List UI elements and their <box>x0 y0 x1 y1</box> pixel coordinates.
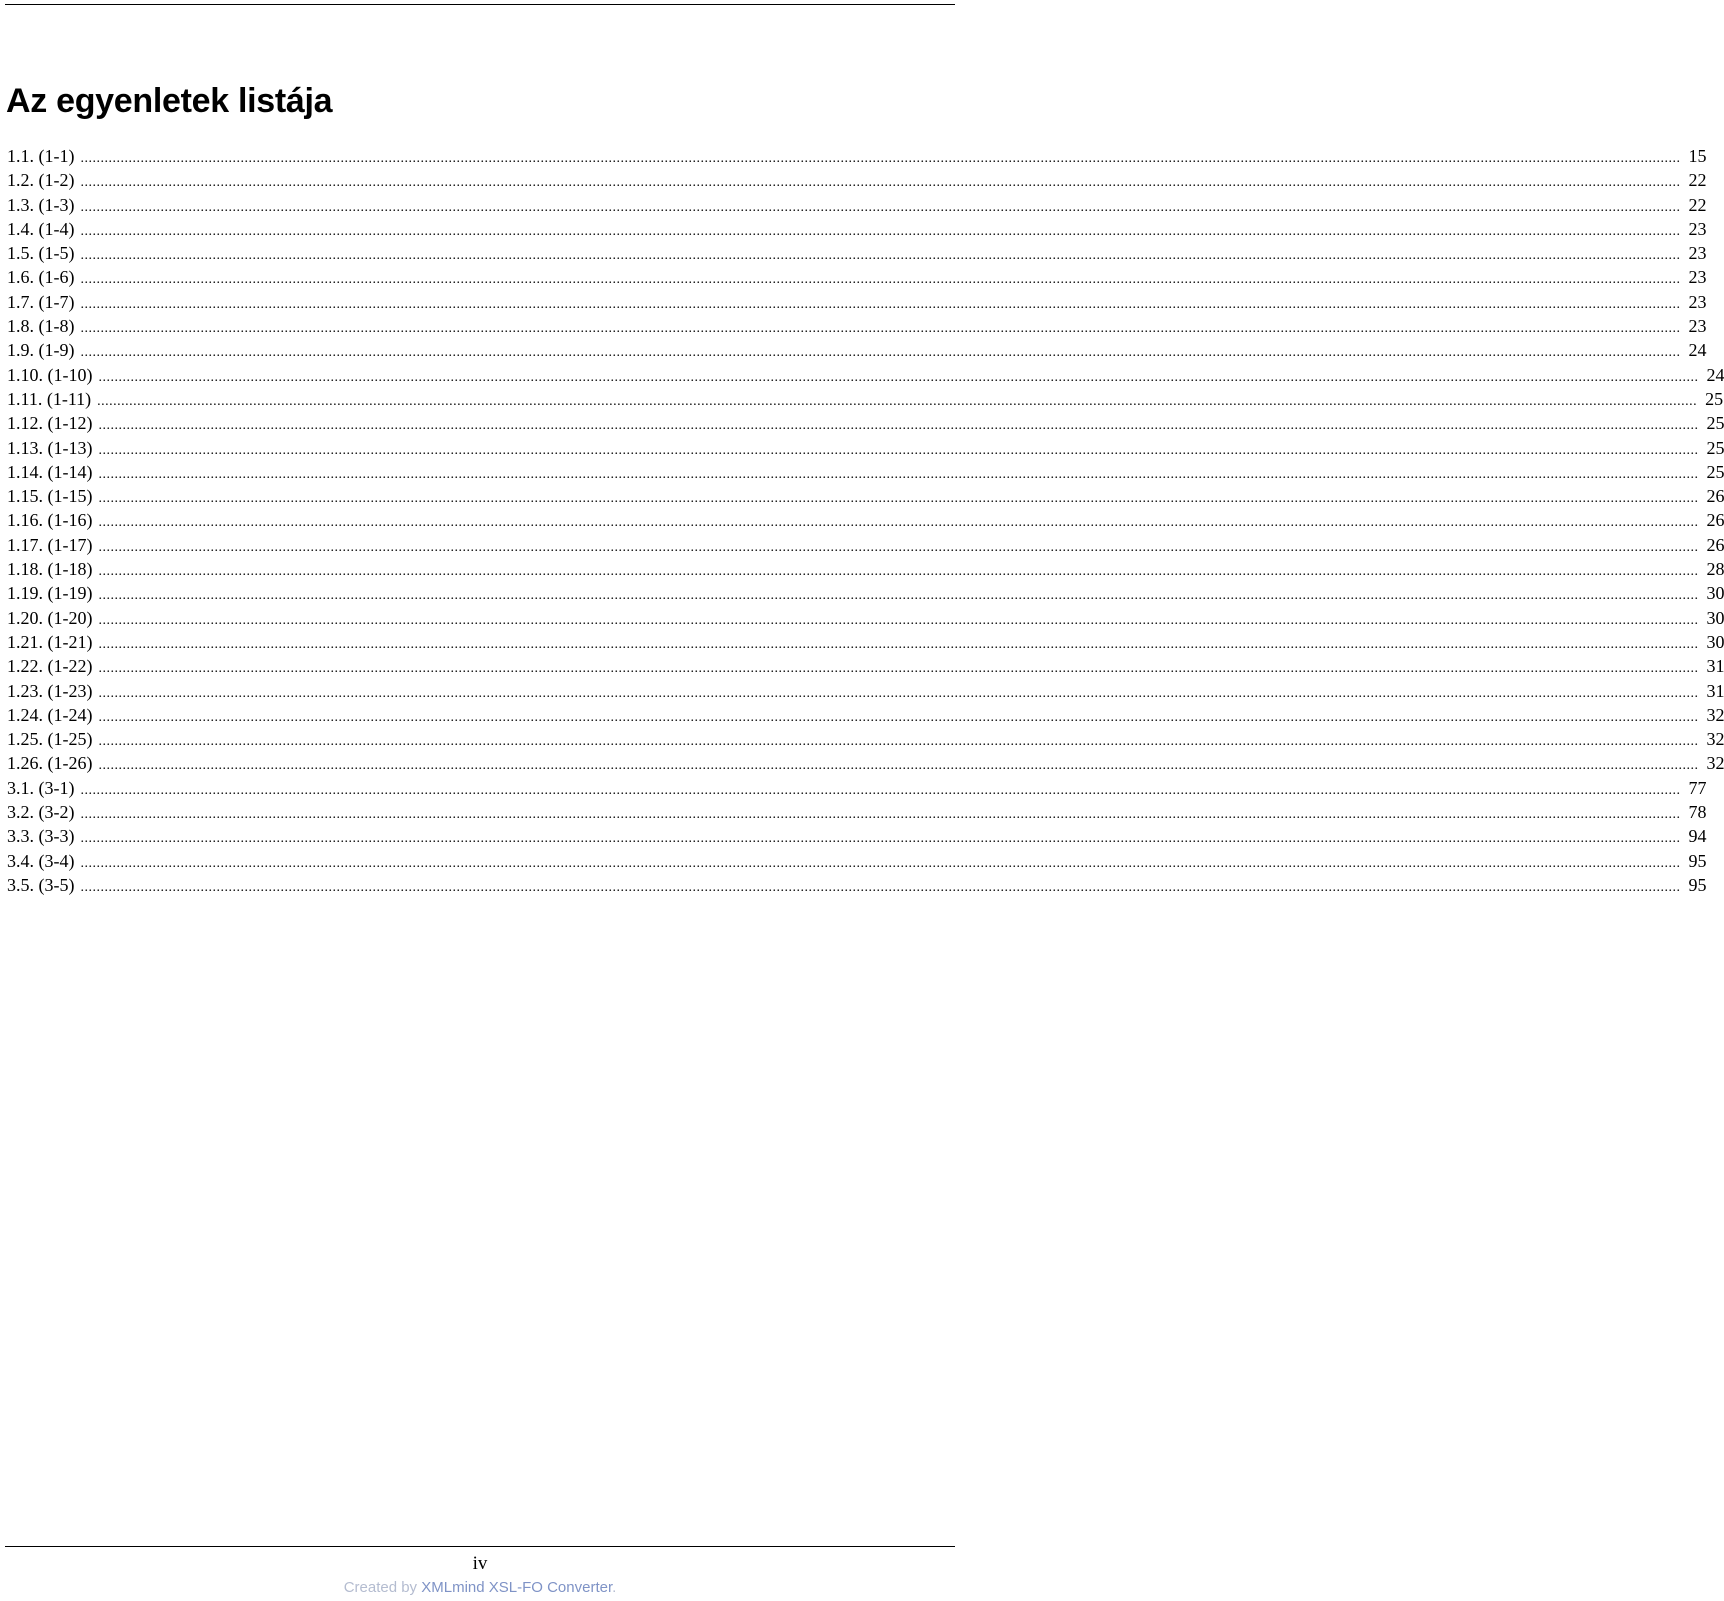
toc-entry-label[interactable]: 1.17. (1-17) <box>7 534 93 555</box>
toc-entry-page[interactable]: 23 <box>1688 291 1707 312</box>
dot-leader: ................................................................................................................................................................................................................................................................................................................................................................................................................ <box>98 466 1699 482</box>
dot-leader: ................................................................................................................................................................................................................................................................................................................................................................................................................ <box>80 321 1681 337</box>
dot-leader: ................................................................................................................................................................................................................................................................................................................................................................................................................ <box>98 734 1699 750</box>
toc-entry[interactable] <box>7 800 1707 824</box>
toc-entry-page[interactable]: 78 <box>1688 802 1707 823</box>
toc-entry[interactable] <box>7 849 1707 873</box>
toc-entry-label[interactable]: 1.11. (1-11) <box>7 388 92 409</box>
toc-entry[interactable] <box>7 338 1707 362</box>
dot-leader: ................................................................................................................................................................................................................................................................................................................................................................................................................ <box>98 636 1699 652</box>
toc-entry-label[interactable]: 1.14. (1-14) <box>7 461 93 482</box>
dot-leader: ................................................................................................................................................................................................................................................................................................................................................................................................................ <box>80 199 1681 215</box>
toc-entry-label[interactable]: 1.20. (1-20) <box>7 607 93 628</box>
toc-entry-page[interactable]: 15 <box>1688 146 1707 166</box>
dot-leader: ................................................................................................................................................................................................................................................................................................................................................................................................................ <box>80 272 1681 288</box>
dot-leader: ................................................................................................................................................................................................................................................................................................................................................................................................................ <box>98 661 1699 677</box>
toc-entry[interactable] <box>7 557 1724 581</box>
toc-entry[interactable] <box>7 776 1707 800</box>
toc-entry[interactable] <box>7 217 1707 241</box>
toc-entry-page[interactable]: 23 <box>1688 243 1707 264</box>
toc-entry-page[interactable]: 22 <box>1688 194 1707 215</box>
footer-rule <box>5 1546 955 1547</box>
toc-entry-page[interactable]: 95 <box>1688 874 1707 895</box>
toc-entry-label[interactable]: 1.4. (1-4) <box>7 218 75 239</box>
toc-entry[interactable] <box>7 727 1724 751</box>
toc-entry-label[interactable]: 1.25. (1-25) <box>7 729 93 750</box>
toc-entry[interactable] <box>7 193 1707 217</box>
toc-entry[interactable] <box>7 751 1724 775</box>
toc-entry[interactable] <box>7 363 1724 387</box>
toc-entry[interactable] <box>7 630 1724 654</box>
toc-entry-label[interactable]: 1.19. (1-19) <box>7 583 93 604</box>
footer-prefix: Created by <box>343 1579 422 1596</box>
dot-leader: ................................................................................................................................................................................................................................................................................................................................................................................................................ <box>80 855 1681 871</box>
toc-entry-page[interactable]: 30 <box>1706 607 1724 628</box>
toc-entry-label[interactable]: 1.1. (1-1) <box>7 146 75 166</box>
toc-entry[interactable] <box>7 144 1707 168</box>
toc-entry-page[interactable]: 25 <box>1705 388 1724 409</box>
footer-converter-link[interactable]: XMLmind XSL-FO Converter <box>421 1579 613 1596</box>
toc-entry-page[interactable]: 23 <box>1688 316 1707 337</box>
toc-entry[interactable] <box>7 314 1707 338</box>
toc-entry[interactable] <box>7 460 1724 484</box>
toc-entry[interactable] <box>7 824 1707 848</box>
dot-leader: ................................................................................................................................................................................................................................................................................................................................................................................................................ <box>80 807 1681 823</box>
toc-entry-page[interactable]: 26 <box>1706 486 1724 507</box>
footer-suffix: . <box>612 1579 617 1596</box>
toc-entry[interactable] <box>7 581 1724 605</box>
toc-entry-page[interactable]: 31 <box>1706 656 1724 677</box>
toc-entry-label[interactable]: 1.21. (1-21) <box>7 631 93 652</box>
toc-entry-label[interactable]: 1.15. (1-15) <box>7 486 93 507</box>
toc-entry[interactable] <box>7 484 1724 508</box>
toc-entry-label[interactable]: 1.18. (1-18) <box>7 559 93 580</box>
page-title: Az egyenletek listája <box>6 82 333 120</box>
toc-entry[interactable] <box>7 654 1724 678</box>
toc-entry[interactable] <box>7 411 1724 435</box>
header-rule <box>5 4 955 5</box>
dot-leader: ................................................................................................................................................................................................................................................................................................................................................................................................................ <box>98 758 1699 774</box>
toc-entry-label[interactable]: 1.24. (1-24) <box>7 704 93 725</box>
dot-leader: ................................................................................................................................................................................................................................................................................................................................................................................................................ <box>80 175 1681 191</box>
toc-entry-page[interactable]: 28 <box>1706 559 1724 580</box>
toc-entry-label[interactable]: 1.13. (1-13) <box>7 437 93 458</box>
toc-entry-page[interactable]: 30 <box>1706 583 1724 604</box>
toc-entry-label[interactable]: 1.7. (1-7) <box>7 291 75 312</box>
page-number: iv <box>472 1553 488 1574</box>
toc-entry-page[interactable]: 26 <box>1706 534 1724 555</box>
dot-leader: ................................................................................................................................................................................................................................................................................................................................................................................................................ <box>97 393 1698 409</box>
dot-leader: ................................................................................................................................................................................................................................................................................................................................................................................................................ <box>98 442 1699 458</box>
toc-entry[interactable] <box>7 168 1707 192</box>
dot-leader: ................................................................................................................................................................................................................................................................................................................................................................................................................ <box>98 515 1699 531</box>
toc-entry[interactable] <box>7 873 1707 897</box>
dot-leader: ................................................................................................................................................................................................................................................................................................................................................................................................................ <box>98 685 1699 701</box>
toc-entry-page[interactable]: 24 <box>1706 364 1724 385</box>
toc-entry[interactable] <box>7 290 1707 314</box>
toc-entry[interactable] <box>7 436 1724 460</box>
dot-leader: ................................................................................................................................................................................................................................................................................................................................................................................................................ <box>80 345 1681 361</box>
toc-entry-page[interactable]: 25 <box>1706 461 1724 482</box>
toc-entry-page[interactable]: 31 <box>1706 680 1724 701</box>
toc-entry-page[interactable]: 25 <box>1706 437 1724 458</box>
toc-entry-page[interactable]: 94 <box>1688 826 1707 847</box>
dot-leader: ................................................................................................................................................................................................................................................................................................................................................................................................................ <box>80 879 1681 895</box>
toc-entry[interactable] <box>7 265 1707 289</box>
dot-leader: ................................................................................................................................................................................................................................................................................................................................................................................................................ <box>98 491 1699 507</box>
dot-leader: ................................................................................................................................................................................................................................................................................................................................................................................................................ <box>98 588 1699 604</box>
toc-entry[interactable] <box>7 508 1724 532</box>
toc-entry[interactable] <box>7 679 1724 703</box>
dot-leader: ................................................................................................................................................................................................................................................................................................................................................................................................................ <box>80 296 1681 312</box>
toc-entry-label[interactable]: 3.2. (3-2) <box>7 802 75 823</box>
toc-entry[interactable] <box>7 387 1724 411</box>
dot-leader: ................................................................................................................................................................................................................................................................................................................................................................................................................ <box>98 612 1699 628</box>
dot-leader: ................................................................................................................................................................................................................................................................................................................................................................................................................ <box>98 418 1699 434</box>
toc-entry-label[interactable]: 3.5. (3-5) <box>7 874 75 895</box>
toc-entry-label[interactable]: 1.9. (1-9) <box>7 340 75 361</box>
toc-entry-page[interactable]: 25 <box>1706 413 1724 434</box>
toc-entry-label[interactable]: 1.3. (1-3) <box>7 194 75 215</box>
toc-entry-label[interactable]: 1.16. (1-16) <box>7 510 93 531</box>
dot-leader: ................................................................................................................................................................................................................................................................................................................................................................................................................ <box>80 831 1681 847</box>
toc-entry-label[interactable]: 3.3. (3-3) <box>7 826 75 847</box>
toc-entry-page[interactable]: 24 <box>1688 340 1707 361</box>
toc-entry-page[interactable]: 32 <box>1706 753 1724 774</box>
toc-entry-page[interactable]: 32 <box>1706 704 1724 725</box>
toc-entry-page[interactable]: 26 <box>1706 510 1724 531</box>
toc-entry-label[interactable]: 1.10. (1-10) <box>7 364 93 385</box>
toc-entry-label[interactable]: 1.8. (1-8) <box>7 316 75 337</box>
toc-entry-page[interactable]: 77 <box>1688 777 1707 798</box>
dot-leader: ................................................................................................................................................................................................................................................................................................................................................................................................................ <box>98 564 1699 580</box>
dot-leader: ................................................................................................................................................................................................................................................................................................................................................................................................................ <box>80 782 1681 798</box>
toc-entry[interactable] <box>7 533 1724 557</box>
dot-leader: ................................................................................................................................................................................................................................................................................................................................................................................................................ <box>98 709 1699 725</box>
toc-entry[interactable] <box>7 606 1724 630</box>
toc-entry-page[interactable]: 30 <box>1706 631 1724 652</box>
toc-entry-page[interactable]: 32 <box>1706 729 1724 750</box>
equation-list <box>7 144 1724 897</box>
toc-entry[interactable] <box>7 703 1724 727</box>
toc-entry-page[interactable]: 22 <box>1688 170 1707 191</box>
toc-entry-label[interactable]: 1.2. (1-2) <box>7 170 75 191</box>
dot-leader: ................................................................................................................................................................................................................................................................................................................................................................................................................ <box>80 223 1681 239</box>
toc-entry-label[interactable]: 1.26. (1-26) <box>7 753 93 774</box>
toc-entry-label[interactable]: 1.23. (1-23) <box>7 680 93 701</box>
footer-credit <box>0 1579 960 1596</box>
dot-leader: ................................................................................................................................................................................................................................................................................................................................................................................................................ <box>98 369 1699 385</box>
toc-entry-label[interactable]: 1.12. (1-12) <box>7 413 93 434</box>
dot-leader: ................................................................................................................................................................................................................................................................................................................................................................................................................ <box>80 248 1681 264</box>
toc-entry[interactable] <box>7 241 1707 265</box>
toc-entry-label[interactable]: 3.1. (3-1) <box>7 777 75 798</box>
dot-leader: ................................................................................................................................................................................................................................................................................................................................................................................................................ <box>80 151 1681 166</box>
toc-entry-label[interactable]: 1.6. (1-6) <box>7 267 75 288</box>
toc-entry-page[interactable]: 23 <box>1688 267 1707 288</box>
toc-entry-label[interactable]: 1.22. (1-22) <box>7 656 93 677</box>
toc-entry-label[interactable]: 1.5. (1-5) <box>7 243 75 264</box>
dot-leader: ................................................................................................................................................................................................................................................................................................................................................................................................................ <box>98 539 1699 555</box>
toc-entry-label[interactable]: 3.4. (3-4) <box>7 850 75 871</box>
toc-entry-page[interactable]: 95 <box>1688 850 1707 871</box>
toc-entry-page[interactable]: 23 <box>1688 218 1707 239</box>
